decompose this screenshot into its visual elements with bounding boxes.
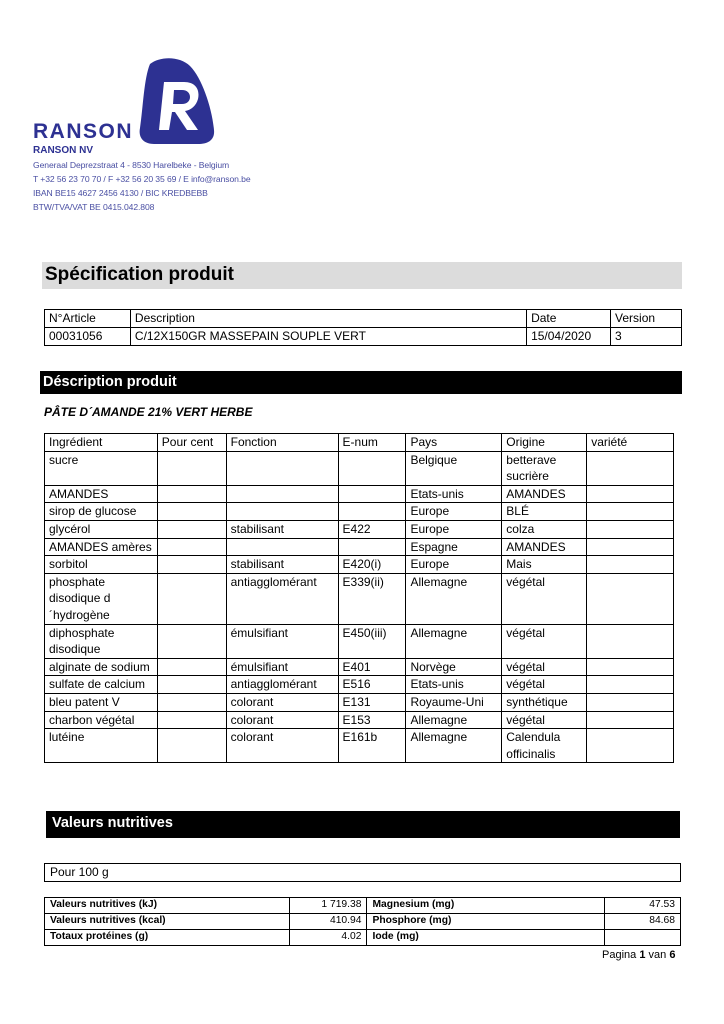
cell-percent <box>157 556 226 574</box>
table-header-cell: N°Article <box>45 310 131 328</box>
table-row <box>45 711 674 729</box>
cell-ingredient: sirop de glucose <box>45 503 158 521</box>
article-date: 15/04/2020 <box>527 328 611 346</box>
cell-e-number <box>338 538 406 556</box>
table-header-cell: Description <box>130 310 526 328</box>
cell-e-number: E161b <box>338 729 406 763</box>
cell-function: stabilisant <box>226 520 338 538</box>
table-row <box>45 658 674 676</box>
table-row <box>45 729 674 763</box>
cell-ingredient: lutéine <box>45 729 158 763</box>
cell-e-number <box>338 503 406 521</box>
cell-variety <box>587 520 674 538</box>
cell-function: antiagglomérant <box>226 676 338 694</box>
cell-origin: BLÉ <box>502 503 587 521</box>
table-row <box>45 310 682 328</box>
cell-variety <box>587 556 674 574</box>
nutrient-label: Valeurs nutritives (kJ) <box>45 898 290 914</box>
cell-variety <box>587 451 674 485</box>
cell-percent <box>157 658 226 676</box>
cell-percent <box>157 485 226 503</box>
cell-variety <box>587 503 674 521</box>
nutrient-value: 1 719.38 <box>289 898 367 914</box>
cell-country: Allemagne <box>406 729 502 763</box>
cell-percent <box>157 503 226 521</box>
cell-variety <box>587 538 674 556</box>
cell-ingredient: glycérol <box>45 520 158 538</box>
article-description: C/12X150GR MASSEPAIN SOUPLE VERT <box>130 328 526 346</box>
cell-function <box>226 451 338 485</box>
article-version: 3 <box>611 328 682 346</box>
table-row <box>45 624 674 658</box>
table-row <box>45 328 682 346</box>
cell-country: Europe <box>406 556 502 574</box>
table-row <box>45 520 674 538</box>
cell-origin: betterave sucrière <box>502 451 587 485</box>
cell-percent <box>157 729 226 763</box>
table-row <box>45 485 674 503</box>
page-number <box>602 949 675 961</box>
table-header-cell: Date <box>527 310 611 328</box>
cell-percent <box>157 676 226 694</box>
nutrient-value <box>605 930 681 946</box>
page-title-bar <box>42 262 682 289</box>
table-row <box>45 451 674 485</box>
cell-origin: colza <box>502 520 587 538</box>
cell-country: Etats-unis <box>406 676 502 694</box>
cell-e-number: E422 <box>338 520 406 538</box>
section-heading: Valeurs nutritives <box>52 815 173 831</box>
cell-e-number: E339(ii) <box>338 573 406 624</box>
cell-function <box>226 485 338 503</box>
article-number: 00031056 <box>45 328 131 346</box>
nutrient-label: Phosphore (mg) <box>367 914 605 930</box>
column-header-ingredient: Ingrédient <box>45 434 158 452</box>
cell-ingredient: AMANDES amères <box>45 538 158 556</box>
table-row <box>45 864 681 882</box>
van-label: van <box>648 949 667 961</box>
cell-ingredient: AMANDES <box>45 485 158 503</box>
cell-e-number: E131 <box>338 693 406 711</box>
description-section-header <box>40 371 682 394</box>
column-header-e-number: E-num <box>338 434 406 452</box>
cell-origin: Mais <box>502 556 587 574</box>
nutrient-value: 4.02 <box>289 930 367 946</box>
section-heading: Déscription produit <box>43 374 177 390</box>
table-row <box>45 676 674 694</box>
cell-function: antiagglomérant <box>226 573 338 624</box>
column-header-country: Pays <box>406 434 502 452</box>
cell-function: colorant <box>226 711 338 729</box>
cell-function: émulsifiant <box>226 624 338 658</box>
cell-country: Etats-unis <box>406 485 502 503</box>
nutrient-label: Totaux protéines (g) <box>45 930 290 946</box>
cell-country: Europe <box>406 520 502 538</box>
cell-origin: Calendula officinalis <box>502 729 587 763</box>
contact-line: T +32 56 23 70 70 / F +32 56 20 35 69 / E info@ranson.be <box>33 174 251 184</box>
cell-variety <box>587 711 674 729</box>
cell-variety <box>587 573 674 624</box>
cell-ingredient: alginate de sodium <box>45 658 158 676</box>
vat-line: BTW/TVA/VAT BE 0415.042.808 <box>33 202 155 212</box>
cell-percent <box>157 693 226 711</box>
cell-ingredient: phosphate disodique d´hydrogène <box>45 573 158 624</box>
cell-country: Allemagne <box>406 624 502 658</box>
per-quantity: Pour 100 g <box>45 864 681 882</box>
cell-country: Europe <box>406 503 502 521</box>
cell-country: Royaume-Uni <box>406 693 502 711</box>
cell-country: Belgique <box>406 451 502 485</box>
nutrient-label: Valeurs nutritives (kcal) <box>45 914 290 930</box>
product-name: PÂTE D´AMANDE 21% VERT HERBE <box>44 405 253 419</box>
cell-ingredient: sulfate de calcium <box>45 676 158 694</box>
column-header-origin: Origine <box>502 434 587 452</box>
table-row <box>45 538 674 556</box>
cell-country: Allemagne <box>406 573 502 624</box>
company-name: RANSON NV <box>33 145 94 156</box>
cell-variety <box>587 676 674 694</box>
cell-function: colorant <box>226 729 338 763</box>
cell-country: Norvège <box>406 658 502 676</box>
cell-country: Allemagne <box>406 711 502 729</box>
cell-ingredient: diphosphate disodique <box>45 624 158 658</box>
column-header-percent: Pour cent <box>157 434 226 452</box>
cell-function: colorant <box>226 693 338 711</box>
cell-percent <box>157 520 226 538</box>
cell-origin: végétal <box>502 711 587 729</box>
cell-e-number <box>338 485 406 503</box>
cell-origin: végétal <box>502 624 587 658</box>
table-row <box>45 556 674 574</box>
table-row <box>45 693 674 711</box>
cell-e-number: E153 <box>338 711 406 729</box>
cell-e-number <box>338 451 406 485</box>
cell-function <box>226 503 338 521</box>
ingredients-table <box>44 433 674 763</box>
cell-variety <box>587 624 674 658</box>
page-title: Spécification produit <box>45 264 234 285</box>
cell-ingredient: charbon végétal <box>45 711 158 729</box>
cell-ingredient: bleu patent V <box>45 693 158 711</box>
cell-origin: végétal <box>502 676 587 694</box>
cell-variety <box>587 658 674 676</box>
cell-e-number: E420(i) <box>338 556 406 574</box>
cell-origin: AMANDES <box>502 538 587 556</box>
table-row <box>45 573 674 624</box>
cell-percent <box>157 538 226 556</box>
cell-function: émulsifiant <box>226 658 338 676</box>
table-row <box>45 914 681 930</box>
cell-percent <box>157 624 226 658</box>
cell-origin: végétal <box>502 573 587 624</box>
table-row <box>45 898 681 914</box>
table-row <box>45 930 681 946</box>
nutrient-label: Magnesium (mg) <box>367 898 605 914</box>
nutrient-value: 84.68 <box>605 914 681 930</box>
column-header-function: Fonction <box>226 434 338 452</box>
address-line: Generaal Deprezstraat 4 - 8530 Harelbeke - Belgium <box>33 160 230 170</box>
cell-e-number: E401 <box>338 658 406 676</box>
cell-origin: synthétique <box>502 693 587 711</box>
nutrient-value: 410.94 <box>289 914 367 930</box>
article-table <box>44 309 682 346</box>
cell-function: stabilisant <box>226 556 338 574</box>
cell-variety <box>587 729 674 763</box>
cell-ingredient: sorbitol <box>45 556 158 574</box>
bank-line: IBAN BE15 4627 2456 4130 / BIC KREDBEBB <box>33 188 208 198</box>
cell-e-number: E450(iii) <box>338 624 406 658</box>
cell-percent <box>157 573 226 624</box>
total-pages: 6 <box>669 949 676 961</box>
nutrient-label: Iode (mg) <box>367 930 605 946</box>
pagina-label: Pagina <box>602 949 637 961</box>
cell-ingredient: sucre <box>45 451 158 485</box>
current-page: 1 <box>639 949 646 961</box>
cell-country: Espagne <box>406 538 502 556</box>
cell-percent <box>157 711 226 729</box>
cell-variety <box>587 693 674 711</box>
table-header-row <box>45 434 674 452</box>
cell-function <box>226 538 338 556</box>
cell-e-number: E516 <box>338 676 406 694</box>
per-quantity-table <box>44 863 681 882</box>
cell-variety <box>587 485 674 503</box>
cell-percent <box>157 451 226 485</box>
nutrient-value: 47.53 <box>605 898 681 914</box>
nutrition-section-header <box>46 811 680 838</box>
cell-origin: végétal <box>502 658 587 676</box>
nutrition-table <box>44 897 681 946</box>
logo-wordmark: RANSON <box>33 120 134 143</box>
cell-origin: AMANDES <box>502 485 587 503</box>
table-header-cell: Version <box>611 310 682 328</box>
table-row <box>45 503 674 521</box>
column-header-variety: variété <box>587 434 674 452</box>
